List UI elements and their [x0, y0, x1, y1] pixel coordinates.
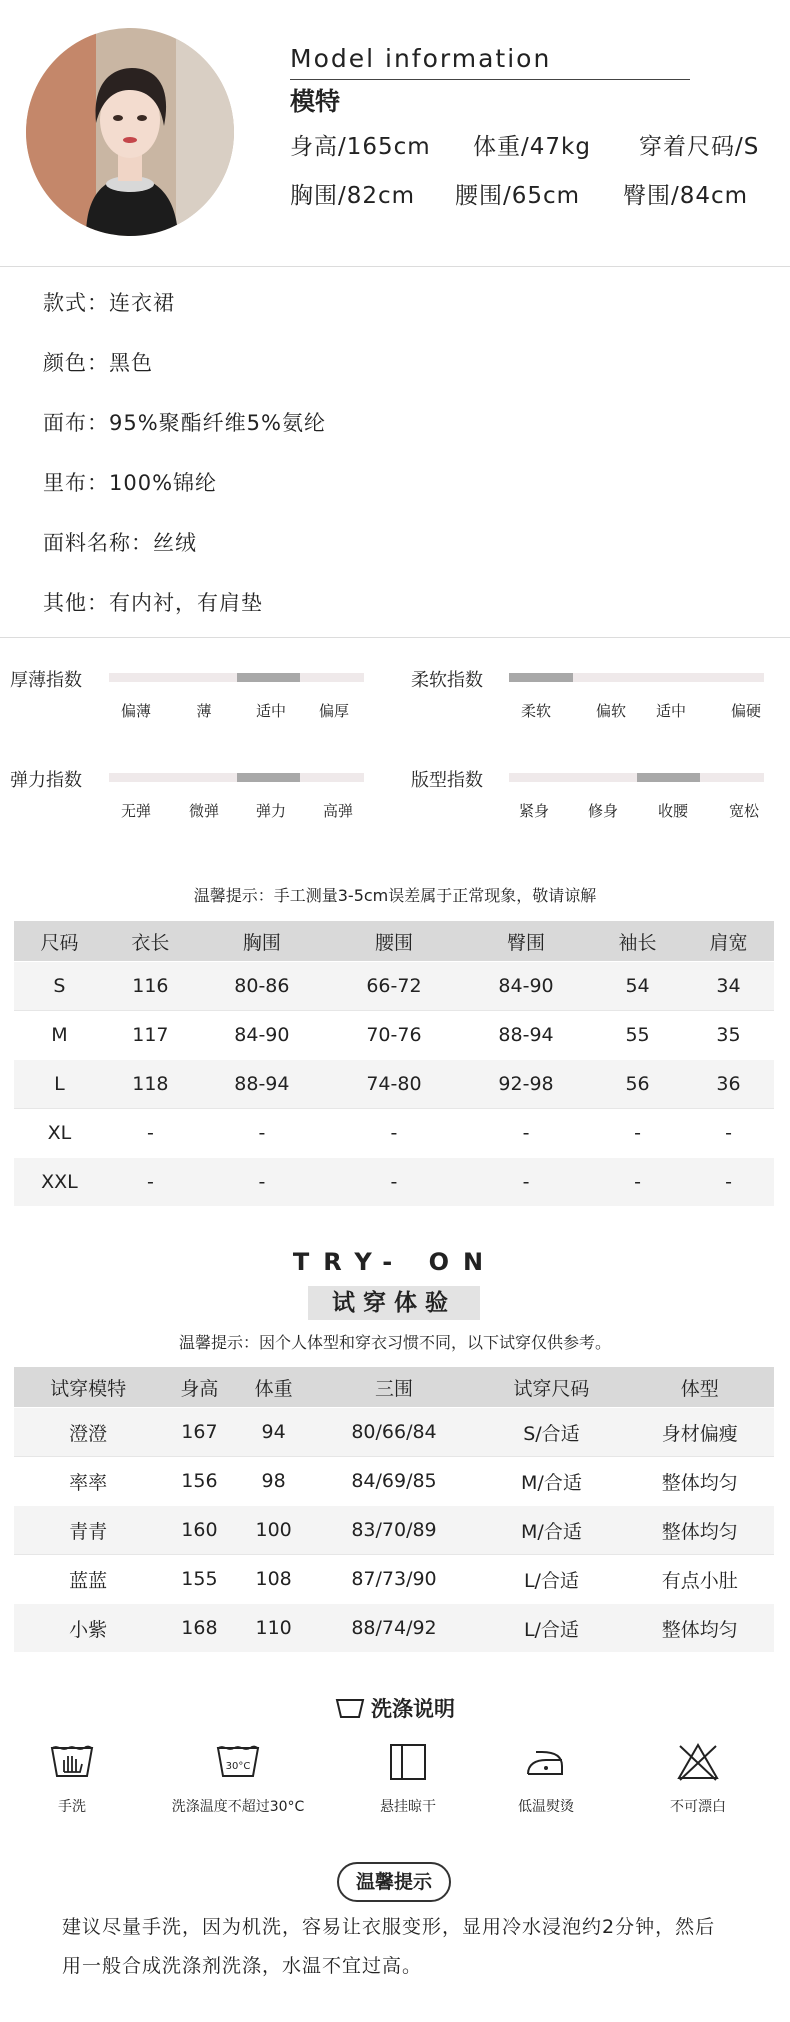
table-cell: 80/66/84 — [311, 1408, 478, 1457]
table-cell: 有点小肚 — [626, 1555, 774, 1604]
hang-dry-icon — [388, 1742, 428, 1782]
index-label: 柔软指数 — [411, 670, 483, 691]
table-row — [14, 1457, 774, 1506]
col-header: 臀围 — [460, 921, 592, 962]
table-cell: M — [14, 1011, 105, 1060]
table-cell: 98 — [237, 1457, 311, 1506]
index-option: 弹力 — [255, 802, 287, 820]
table-cell: 110 — [237, 1604, 311, 1653]
index-option: 偏硬 — [730, 702, 762, 720]
index-fill — [237, 673, 301, 682]
col-header: 衣长 — [105, 921, 196, 962]
table-row — [14, 1011, 774, 1060]
divider — [0, 266, 790, 267]
table-row — [14, 1555, 774, 1604]
index-option: 微弹 — [188, 802, 220, 820]
table-cell: 167 — [162, 1408, 236, 1457]
index-track — [509, 773, 764, 782]
index-option: 紧身 — [518, 802, 550, 820]
spec-color: 颜色：黑色 — [43, 351, 153, 375]
wash-label: 不可漂白 — [670, 1799, 726, 1815]
wash-30c-icon — [216, 1742, 260, 1782]
table-cell: 澄澄 — [14, 1408, 162, 1457]
table-cell: 36 — [683, 1060, 774, 1109]
spec-other: 其他：有内衬，有肩垫 — [43, 591, 263, 615]
spec-fabric: 面布：95%聚酯纤维5%氨纶 — [43, 411, 326, 435]
title-underline — [290, 79, 690, 80]
col-header: 胸围 — [196, 921, 328, 962]
model-subtitle: 模特 — [290, 87, 341, 116]
table-cell: 蓝蓝 — [14, 1555, 162, 1604]
table-cell: 92-98 — [460, 1060, 592, 1109]
wash-title-text: 洗涤说明 — [371, 1697, 455, 1721]
table-row — [14, 962, 774, 1011]
table-cell: - — [592, 1158, 683, 1207]
col-header: 肩宽 — [683, 921, 774, 962]
table-cell: 青青 — [14, 1506, 162, 1555]
table-cell: 87/73/90 — [311, 1555, 478, 1604]
model-photo — [26, 28, 234, 236]
index-label: 版型指数 — [411, 770, 483, 791]
table-cell: 160 — [162, 1506, 236, 1555]
table-cell: 84-90 — [460, 962, 592, 1011]
table-cell: M/合适 — [477, 1506, 625, 1555]
wash-basin-icon — [335, 1696, 365, 1720]
low-iron-icon — [524, 1746, 566, 1780]
index-option: 偏薄 — [120, 702, 152, 720]
wash-title — [0, 1693, 790, 1723]
wash-label: 手洗 — [58, 1799, 86, 1815]
col-header: 试穿模特 — [14, 1367, 162, 1408]
model-bust: 胸围/82cm — [290, 183, 416, 209]
index-track — [109, 673, 364, 682]
tips-line: 建议尽量手洗，因为机洗，容易让衣服变形，显用冷水浸泡约2分钟，然后 — [62, 1916, 716, 1938]
table-row — [14, 1158, 774, 1207]
index-label: 厚薄指数 — [10, 670, 82, 691]
index-option: 修身 — [587, 802, 619, 820]
index-option: 薄 — [196, 702, 212, 720]
col-header: 尺码 — [14, 921, 105, 962]
table-cell: L/合适 — [477, 1604, 625, 1653]
model-size: 穿着尺码/S — [639, 134, 760, 160]
tryon-table-header — [14, 1367, 774, 1408]
model-waist: 腰围/65cm — [455, 183, 581, 209]
divider — [0, 637, 790, 638]
table-cell: - — [460, 1158, 592, 1207]
model-height: 身高/165cm — [290, 134, 431, 160]
table-cell: 117 — [105, 1011, 196, 1060]
wash-label: 洗涤温度不超过30°C — [171, 1799, 305, 1815]
col-header: 腰围 — [328, 921, 460, 962]
table-cell: 88-94 — [460, 1011, 592, 1060]
tips-title: 温馨提示 — [337, 1862, 451, 1902]
table-cell: - — [683, 1158, 774, 1207]
index-option: 适中 — [655, 702, 687, 720]
table-cell: 身材偏瘦 — [626, 1408, 774, 1457]
index-option: 柔软 — [520, 702, 552, 720]
wash-label: 低温熨烫 — [518, 1799, 574, 1815]
table-cell: 84-90 — [196, 1011, 328, 1060]
col-header: 体型 — [626, 1367, 774, 1408]
size-table — [14, 921, 774, 1206]
col-header: 袖长 — [592, 921, 683, 962]
spec-style: 款式：连衣裙 — [43, 291, 175, 315]
table-cell: 88/74/92 — [311, 1604, 478, 1653]
index-option: 适中 — [255, 702, 287, 720]
table-cell: - — [460, 1109, 592, 1158]
table-cell: - — [683, 1109, 774, 1158]
table-cell: L — [14, 1060, 105, 1109]
tryon-subtitle: 试穿体验 — [308, 1286, 480, 1320]
index-track — [109, 773, 364, 782]
table-cell: 94 — [237, 1408, 311, 1457]
index-track — [509, 673, 764, 682]
table-cell: 小紫 — [14, 1604, 162, 1653]
table-cell: - — [328, 1109, 460, 1158]
table-cell: 80-86 — [196, 962, 328, 1011]
index-option: 高弹 — [322, 802, 354, 820]
table-cell: 168 — [162, 1604, 236, 1653]
table-cell: 率率 — [14, 1457, 162, 1506]
table-row — [14, 1604, 774, 1653]
table-cell: - — [105, 1158, 196, 1207]
table-cell: 整体均匀 — [626, 1457, 774, 1506]
table-cell: - — [592, 1109, 683, 1158]
model-info-title: Model information — [290, 44, 552, 73]
table-cell: 66-72 — [328, 962, 460, 1011]
table-cell: 70-76 — [328, 1011, 460, 1060]
table-cell: - — [328, 1158, 460, 1207]
wash-label: 悬挂晾干 — [380, 1799, 436, 1815]
model-weight: 体重/47kg — [473, 134, 591, 160]
table-cell: S — [14, 962, 105, 1011]
model-hip: 臀围/84cm — [623, 183, 749, 209]
table-cell: 整体均匀 — [626, 1506, 774, 1555]
table-cell: 34 — [683, 962, 774, 1011]
table-cell: 83/70/89 — [311, 1506, 478, 1555]
spec-material-name: 面料名称：丝绒 — [43, 531, 197, 555]
table-cell: S/合适 — [477, 1408, 625, 1457]
table-cell: 108 — [237, 1555, 311, 1604]
table-cell: 55 — [592, 1011, 683, 1060]
table-cell: - — [105, 1109, 196, 1158]
col-header: 身高 — [162, 1367, 236, 1408]
col-header: 三围 — [311, 1367, 478, 1408]
table-cell: XL — [14, 1109, 105, 1158]
table-cell: 84/69/85 — [311, 1457, 478, 1506]
table-cell: 整体均匀 — [626, 1604, 774, 1653]
col-header: 体重 — [237, 1367, 311, 1408]
table-cell: 56 — [592, 1060, 683, 1109]
no-bleach-icon — [676, 1742, 720, 1782]
table-row — [14, 1408, 774, 1457]
table-cell: 155 — [162, 1555, 236, 1604]
table-cell: M/合适 — [477, 1457, 625, 1506]
size-note: 温馨提示：手工测量3-5cm误差属于正常现象，敬请谅解 — [193, 886, 597, 905]
index-fill — [237, 773, 301, 782]
table-cell: 100 — [237, 1506, 311, 1555]
table-cell: 116 — [105, 962, 196, 1011]
spec-lining: 里布：100%锦纶 — [43, 471, 218, 495]
table-cell: 118 — [105, 1060, 196, 1109]
table-cell: L/合适 — [477, 1555, 625, 1604]
table-cell: 35 — [683, 1011, 774, 1060]
table-row — [14, 1506, 774, 1555]
index-option: 宽松 — [728, 802, 760, 820]
tips-line: 用一般合成洗涤剂洗涤，水温不宜过高。 — [62, 1955, 423, 1977]
table-cell: 74-80 — [328, 1060, 460, 1109]
index-fill — [509, 673, 573, 682]
table-row — [14, 1109, 774, 1158]
col-header: 试穿尺码 — [477, 1367, 625, 1408]
table-row — [14, 1060, 774, 1109]
index-option: 无弹 — [120, 802, 152, 820]
wash-temp-text: 30°C — [225, 1761, 251, 1772]
hand-wash-icon — [50, 1742, 94, 1782]
tryon-title: TRY- ON — [292, 1248, 498, 1276]
table-cell: XXL — [14, 1158, 105, 1207]
table-cell: 88-94 — [196, 1060, 328, 1109]
index-option: 收腰 — [657, 802, 689, 820]
size-table-header — [14, 921, 774, 962]
tryon-table — [14, 1367, 774, 1652]
index-fill — [637, 773, 701, 782]
table-cell: - — [196, 1109, 328, 1158]
index-option: 偏软 — [595, 702, 627, 720]
table-cell: - — [196, 1158, 328, 1207]
table-cell: 156 — [162, 1457, 236, 1506]
index-label: 弹力指数 — [10, 770, 82, 791]
tryon-note: 温馨提示：因个人体型和穿衣习惯不同，以下试穿仅供参考。 — [178, 1333, 611, 1352]
table-cell: 54 — [592, 962, 683, 1011]
index-option: 偏厚 — [318, 702, 350, 720]
